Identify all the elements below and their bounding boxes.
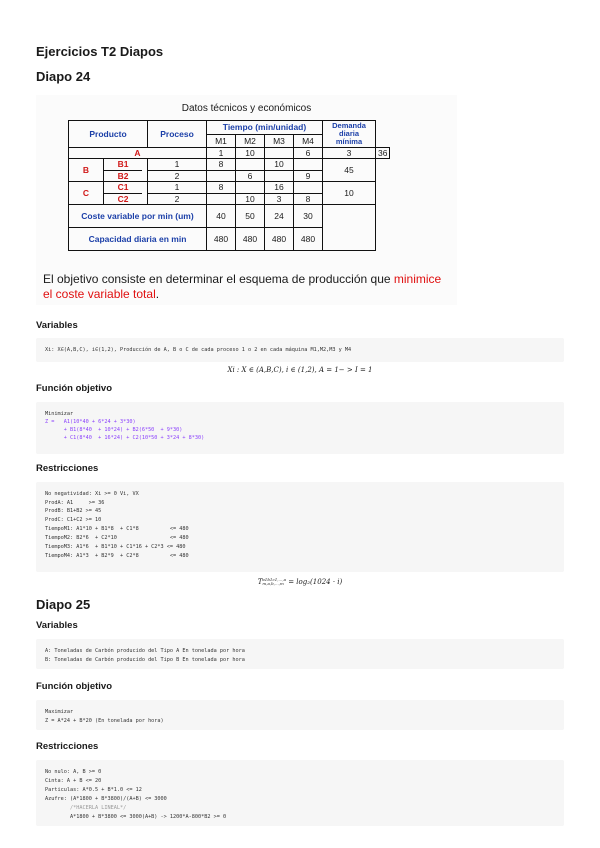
code-line: A*1800 + B*3800 <= 3000(A+B) -> 1200*A-800*B2 >= 0 (45, 814, 227, 820)
variables-code-block-25 (36, 639, 564, 669)
product-label-a: A (134, 148, 141, 158)
cell: 8 (207, 159, 236, 171)
code-line: No negatividad: Xi >= 0 Vi, VX (45, 491, 139, 497)
header-m1: M1 (207, 134, 236, 148)
code-line: Particulas: A*0.5 + B*1.0 <= 12 (45, 787, 142, 793)
cell: 2 (148, 193, 207, 205)
formula-sup: a1b1c1,...,a (262, 577, 286, 582)
constraints-formula (36, 578, 564, 586)
code-line: Cinta: A + B <= 20 (45, 778, 102, 784)
document-title: Ejercicios T2 Diapos (36, 44, 164, 59)
cell: 9 (294, 170, 323, 182)
product-label-b: B (82, 165, 90, 175)
constraints-heading: Restricciones (36, 463, 99, 474)
code-line: ProdB: B1+B2 >= 45 (45, 508, 102, 514)
code-line: Minimizar (45, 411, 74, 417)
code-line: Z = A1(10*40 + 6*24 + 3*30) (45, 419, 136, 425)
cell: 10 (236, 193, 265, 205)
cell: 1 (148, 182, 207, 194)
data-table-figure (36, 95, 457, 305)
cell (265, 170, 294, 182)
code-line: Azufre: (A*1800 + B*3800)/(A+B) <= 3000 (45, 796, 167, 802)
cell: 40 (207, 205, 236, 228)
constraints-heading-25: Restricciones (36, 741, 99, 752)
variables-formula: Xi : X ∈ (A,B,C), i ∈ (1,2), A = 1− > I = 1 (227, 366, 373, 374)
cell (207, 193, 236, 205)
code-line: TiempoM1: A1*10 + B1*8 + C1*8 <= 480 (45, 526, 189, 532)
technical-data-table (68, 120, 390, 251)
code-line: + C1(8*40 + 16*24) + C2(10*50 + 3*24 + 8*30) (45, 435, 205, 441)
cell: 45 (323, 159, 376, 182)
variables-code-block (36, 338, 564, 362)
formula-sub: m,a,b,...,m (262, 581, 284, 586)
objective-function-heading-25: Función objetivo (36, 681, 112, 692)
objective-prefix: El objetivo consiste en determinar el esquema de producción que (43, 272, 394, 286)
header-tiempo: Tiempo (min/unidad) (207, 121, 323, 135)
sub-product-label: C2 (117, 193, 129, 204)
product-b-cell (69, 159, 148, 182)
product-label-c: C (82, 188, 90, 198)
cell: 6 (236, 170, 265, 182)
sub-product-label: B1 (104, 159, 142, 171)
variables-heading-25: Variables (36, 620, 78, 631)
cell: 2 (148, 170, 207, 182)
cell (294, 159, 323, 171)
objective-text (43, 272, 453, 302)
header-m2: M2 (236, 134, 265, 148)
coste-label: Coste variable por min (um) (69, 205, 207, 228)
objective-code-block (36, 402, 564, 454)
variables-heading: Variables (36, 320, 78, 331)
sub-product-labels (103, 182, 142, 205)
objective-highlight: minimice el coste variable total (43, 272, 442, 301)
header-proceso: Proceso (148, 121, 207, 148)
cell: 30 (294, 205, 323, 228)
code-line: TiempoM2: B2*6 + C2*10 <= 480 (45, 535, 189, 541)
code-line: Xi: X∈(A,B,C), i∈(1,2), Producción de A, B o C de cada proceso 1 o 2 en cada máquina M1,M2,M3 y M4 (45, 347, 352, 353)
code-line: ProdA: A1 >= 36 (45, 500, 105, 506)
code-comment: /*HACERLA LINEAL*/ (45, 805, 127, 811)
cell: 50 (236, 205, 265, 228)
cell (236, 182, 265, 194)
sub-product-label: B2 (117, 170, 129, 181)
cell: 8 (294, 193, 323, 205)
cell: 10 (265, 159, 294, 171)
row-a-product (69, 148, 207, 159)
code-line: TiempoM4: A1*3 + B2*9 + C2*8 <= 480 (45, 553, 189, 559)
cell: 36 (376, 148, 390, 159)
constraints-code-block-25 (36, 760, 564, 826)
code-line: Maximizar (45, 709, 74, 715)
cell: 480 (236, 228, 265, 251)
cell: 6 (294, 148, 323, 159)
cell (236, 159, 265, 171)
section-heading-diapo-25: Diapo 25 (36, 597, 91, 612)
objective-function-heading: Función objetivo (36, 383, 112, 394)
code-line: + B1(8*40 + 10*24) + B2(6*50 + 9*30) (45, 427, 183, 433)
sub-product-label: C1 (104, 182, 142, 194)
code-line: No nulo: A, B >= 0 (45, 769, 102, 775)
cell: 24 (265, 205, 294, 228)
formula-rest: = log₂(1024 · i) (288, 578, 343, 586)
header-m4: M4 (294, 134, 323, 148)
cell (323, 205, 376, 251)
cell (294, 182, 323, 194)
cell: 480 (294, 228, 323, 251)
code-line: B: Toneladas de Carbón producido del Tipo B En tonelada por hora (45, 657, 245, 663)
section-heading-diapo-24: Diapo 24 (36, 69, 91, 84)
objective-code-block-25 (36, 700, 564, 730)
cell-value: 1 (174, 159, 180, 170)
code-line: ProdC: C1+C2 >= 10 (45, 517, 102, 523)
cell: 480 (265, 228, 294, 251)
cell: 16 (265, 182, 294, 194)
cell: 8 (207, 182, 236, 194)
cell: 1 (207, 148, 236, 159)
header-demanda: Demanda diaria mínima (323, 121, 376, 148)
cell (148, 159, 207, 171)
cell: 480 (207, 228, 236, 251)
sub-product-labels (103, 159, 142, 182)
capacidad-label: Capacidad diaria en min (69, 228, 207, 251)
cell (207, 170, 236, 182)
cell: 10 (236, 148, 265, 159)
cell: 3 (265, 193, 294, 205)
cell: 10 (323, 182, 376, 205)
objective-suffix: . (155, 287, 160, 301)
constraints-code-block (36, 482, 564, 572)
formula-main: T (257, 578, 263, 586)
code-line: Z = A*24 + B*20 (En tonelada por hora) (45, 718, 164, 724)
cell: 3 (323, 148, 376, 159)
code-line: A: Toneladas de Carbón producido del Tipo A En tonelada por hora (45, 648, 245, 654)
figure-title: Datos técnicos y económicos (181, 103, 312, 114)
header-producto: Producto (69, 121, 148, 148)
code-line: TiempoM3: A1*6 + B1*10 + C1*16 + C2*3 <= 480 (45, 544, 186, 550)
cell (265, 148, 294, 159)
product-c-cell (69, 182, 148, 205)
header-m3: M3 (265, 134, 294, 148)
